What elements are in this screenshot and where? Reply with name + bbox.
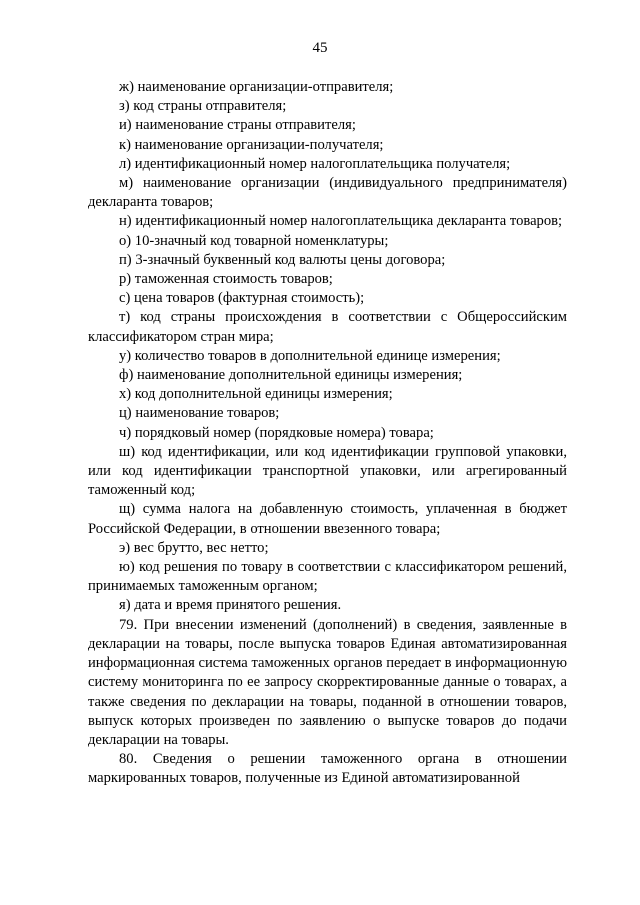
paragraph-ya: я) дата и время принятого решения. bbox=[119, 597, 342, 614]
paragraph-yu: ю) код решения по товару в соответствии с классификатором решений, принимаемых таможенным органом; bbox=[88, 559, 567, 595]
paragraph-shch: щ) сумма налога на добавленную стоимость, уплаченная в бюджет Российской Федерации, в отношении ввезенного товара; bbox=[88, 501, 567, 537]
paragraph-u: у) количество товаров в дополнительной единице измерения; bbox=[119, 347, 501, 364]
paragraph-n: н) идентификационный номер налогоплательщика декларанта товаров; bbox=[119, 213, 563, 230]
document-body bbox=[88, 78, 567, 789]
paragraph-f: ф) наименование дополнительной единицы измерения; bbox=[119, 367, 463, 384]
paragraph-k: к) наименование организации-получателя; bbox=[119, 136, 384, 153]
paragraph-i: и) наименование страны отправителя; bbox=[119, 117, 356, 134]
paragraph-z: з) код страны отправителя; bbox=[119, 98, 287, 115]
paragraph-t: т) код страны происхождения в соответствии с Общероссийским классификатором стран мира; bbox=[88, 309, 567, 345]
paragraph-l: л) идентификационный номер налогоплательщика получателя; bbox=[119, 155, 511, 172]
paragraph-sh: ш) код идентификации, или код идентификации групповой упаковки, или код идентификации транспортной упаковки, или агрегированный таможенный код; bbox=[88, 443, 567, 499]
paragraph-o: о) 10-значный код товарной номенклатуры; bbox=[119, 232, 389, 249]
paragraph-zh: ж) наименование организации-отправителя; bbox=[119, 79, 394, 95]
paragraph-ts: ц) наименование товаров; bbox=[119, 405, 280, 422]
paragraph-kh: х) код дополнительной единицы измерения; bbox=[119, 386, 393, 403]
paragraph-p: п) 3-значный буквенный код валюты цены договора; bbox=[119, 251, 446, 268]
paragraph-e: э) вес брутто, вес нетто; bbox=[119, 539, 269, 556]
paragraph-m: м) наименование организации (индивидуального предпринимателя) декларанта товаров; bbox=[88, 175, 567, 211]
paragraph-ch: ч) порядковый номер (порядковые номера) товара; bbox=[119, 424, 434, 441]
paragraph-80: 80. Сведения о решении таможенного органа в отношении маркированных товаров, полученные из Единой автоматизированной bbox=[88, 751, 567, 787]
page-number: 45 bbox=[312, 40, 328, 56]
paragraph-r: р) таможенная стоимость товаров; bbox=[119, 271, 333, 288]
paragraph-79: 79. При внесении изменений (дополнений) в сведения, заявленные в декларации на товары, после выпуска товаров Единая автоматизированная информационная система таможенных органов передает в информационную систему мониторинга по ее запросу скорректированные данные о товарах, а также сведения по декларации на товары, поданной в отношении товаров, выпуск которых произведен по заявлению о выпуске товаров до подачи декларации на товары. bbox=[88, 616, 567, 748]
paragraph-s: с) цена товаров (фактурная стоимость); bbox=[119, 290, 365, 307]
